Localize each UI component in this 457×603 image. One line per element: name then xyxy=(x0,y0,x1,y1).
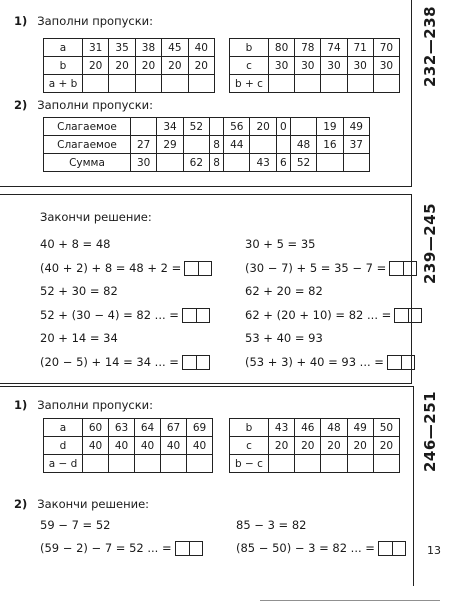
s2-left-line-5 xyxy=(40,355,210,370)
table-cell: 8 xyxy=(210,136,224,154)
table-row xyxy=(44,136,370,154)
table-cell: 46 xyxy=(295,419,321,437)
table-cell: 30 xyxy=(347,57,373,75)
table-cell[interactable] xyxy=(109,455,135,473)
table-cell: 64 xyxy=(135,419,161,437)
table-cell: 30 xyxy=(373,57,399,75)
frame-top-2 xyxy=(0,194,412,195)
s2-left-line-3 xyxy=(40,308,210,323)
table-cell: 20 xyxy=(109,57,135,75)
table-cell[interactable] xyxy=(187,455,213,473)
table-cell: 56 xyxy=(224,118,250,136)
equation-text: (30 − 7) + 5 = 35 − 7 = xyxy=(245,260,387,275)
s2-right-line-2 xyxy=(245,284,323,298)
s3-task2 xyxy=(14,497,149,511)
s3-task1-text: Заполни пропуски: xyxy=(37,398,154,412)
answer-box[interactable] xyxy=(394,308,422,323)
table-row xyxy=(230,39,400,57)
s1-task2 xyxy=(14,98,153,112)
s2-left-line-2 xyxy=(40,284,118,298)
answer-box[interactable] xyxy=(182,355,210,370)
table-cell: 62 xyxy=(183,154,209,172)
frame-bottom-2 xyxy=(0,383,412,384)
table-cell: 19 xyxy=(317,118,343,136)
table-cell[interactable] xyxy=(162,75,188,93)
equation-text: (85 − 50) − 3 = 82 ... = xyxy=(236,541,375,555)
s1-task1-num: 1) xyxy=(14,14,28,28)
equation-text: (53 + 3) + 40 = 93 ... = xyxy=(245,354,384,369)
table-cell: 0 xyxy=(276,118,290,136)
frame-right-1 xyxy=(411,0,412,187)
table-row xyxy=(44,437,213,455)
frame-top-3 xyxy=(0,386,414,387)
table-cell[interactable] xyxy=(347,75,373,93)
table-cell[interactable] xyxy=(321,455,347,473)
table-row xyxy=(44,118,370,136)
table-cell: 30 xyxy=(295,57,321,75)
table-cell[interactable] xyxy=(290,118,316,136)
s1-task1-text: Заполни пропуски: xyxy=(37,14,154,28)
s1-table-a xyxy=(43,38,215,93)
table-cell: 30 xyxy=(269,57,295,75)
s2-left-line-4 xyxy=(40,331,118,345)
row-header-cell: b xyxy=(230,419,269,437)
s3-table-a xyxy=(43,418,213,473)
s3-left-line-0 xyxy=(40,518,110,532)
row-header-cell: b xyxy=(44,57,83,75)
table-cell: 48 xyxy=(290,136,316,154)
table-cell[interactable] xyxy=(83,75,109,93)
s2-right-line-4 xyxy=(245,331,323,345)
table-row xyxy=(44,154,370,172)
table-cell: 74 xyxy=(321,39,347,57)
equation-text: 85 − 3 = 82 xyxy=(236,518,307,532)
table-cell[interactable] xyxy=(109,75,135,93)
table-cell: 80 xyxy=(269,39,295,57)
equation-text: (59 − 2) − 7 = 52 ... = xyxy=(40,541,172,555)
row-header-cell: a + b xyxy=(44,75,83,93)
side-label-1: 232—238 xyxy=(421,5,439,87)
table-cell: 49 xyxy=(347,419,373,437)
s2-left-line-1 xyxy=(40,261,212,276)
table-cell: 40 xyxy=(188,39,214,57)
table-cell: 40 xyxy=(83,437,109,455)
row-header-cell: a xyxy=(44,39,83,57)
table-cell: 60 xyxy=(83,419,109,437)
row-header-cell: d xyxy=(44,437,83,455)
s2-title: Закончи решение: xyxy=(40,210,152,224)
table-cell: 20 xyxy=(162,57,188,75)
row-header-cell: c xyxy=(230,57,269,75)
row-header-cell: b xyxy=(230,39,269,57)
table-cell: 67 xyxy=(161,419,187,437)
table-cell: 52 xyxy=(290,154,316,172)
table-cell: 78 xyxy=(295,39,321,57)
table-cell: 69 xyxy=(187,419,213,437)
s3-task2-text: Закончи решение: xyxy=(37,497,150,511)
s2-right-line-0 xyxy=(245,237,315,251)
row-header-cell: Слагаемое xyxy=(44,136,131,154)
table-cell: 20 xyxy=(347,437,373,455)
table-cell: 44 xyxy=(224,136,250,154)
table-cell: 37 xyxy=(343,136,369,154)
table-cell[interactable] xyxy=(183,136,209,154)
table-cell: 43 xyxy=(250,154,276,172)
table-cell[interactable] xyxy=(373,75,399,93)
equation-text: 53 + 40 = 93 xyxy=(245,331,323,345)
table-cell: 20 xyxy=(269,437,295,455)
table-cell[interactable] xyxy=(131,118,157,136)
equation-text: 52 + (30 − 4) = 82 ... = xyxy=(40,307,179,322)
answer-box[interactable] xyxy=(389,261,417,276)
table-cell: 20 xyxy=(135,57,161,75)
table-cell[interactable] xyxy=(343,154,369,172)
table-cell[interactable] xyxy=(347,455,373,473)
row-header-cell: b + c xyxy=(230,75,269,93)
table-cell[interactable] xyxy=(295,455,321,473)
table-cell: 71 xyxy=(347,39,373,57)
table-cell[interactable] xyxy=(224,154,250,172)
row-header-cell: a − d xyxy=(44,455,83,473)
equation-text: 20 + 14 = 34 xyxy=(40,331,118,345)
table-cell: 20 xyxy=(188,57,214,75)
table-row xyxy=(44,57,215,75)
table-cell: 45 xyxy=(162,39,188,57)
equation-text: 59 − 7 = 52 xyxy=(40,518,111,532)
table-cell: 48 xyxy=(321,419,347,437)
table-row xyxy=(230,455,400,473)
equation-text: 40 + 8 = 48 xyxy=(40,237,111,251)
s2-right-line-3 xyxy=(245,308,422,323)
row-header-cell: b − c xyxy=(230,455,269,473)
s2-right-line-1 xyxy=(245,261,417,276)
page-number: 13 xyxy=(427,544,441,557)
table-cell[interactable] xyxy=(188,75,214,93)
s1-task2-num: 2) xyxy=(14,98,28,112)
table-cell: 30 xyxy=(321,57,347,75)
equation-text: 30 + 5 = 35 xyxy=(245,237,316,251)
s2-left-line-0 xyxy=(40,237,110,251)
table-row xyxy=(230,419,400,437)
table-cell[interactable] xyxy=(373,455,399,473)
table-cell[interactable] xyxy=(317,154,343,172)
table-cell[interactable] xyxy=(83,455,109,473)
table-cell: 43 xyxy=(269,419,295,437)
table-cell: 6 xyxy=(276,154,290,172)
s2-right-line-5 xyxy=(245,355,415,370)
equation-text: 62 + 20 = 82 xyxy=(245,284,323,298)
table-cell[interactable] xyxy=(210,118,224,136)
table-cell: 29 xyxy=(157,136,183,154)
table-row xyxy=(230,75,400,93)
answer-box[interactable] xyxy=(184,261,212,276)
table-cell[interactable] xyxy=(269,75,295,93)
s1-task2-text: Заполни пропуски: xyxy=(37,98,154,112)
table-cell: 20 xyxy=(373,437,399,455)
table-row xyxy=(44,455,213,473)
table-cell: 70 xyxy=(373,39,399,57)
table-cell: 40 xyxy=(135,437,161,455)
frame-bottom-3 xyxy=(260,600,440,601)
table-row xyxy=(230,437,400,455)
equation-text: 52 + 30 = 82 xyxy=(40,284,118,298)
table-row xyxy=(44,419,213,437)
table-cell: 50 xyxy=(373,419,399,437)
s3-task1 xyxy=(14,398,153,412)
table-cell: 52 xyxy=(183,118,209,136)
answer-box[interactable] xyxy=(387,355,415,370)
side-label-3: 246—251 xyxy=(421,390,439,472)
table-row xyxy=(44,75,215,93)
frame-top-1 xyxy=(0,186,412,187)
s3-task1-num: 1) xyxy=(14,398,28,412)
equation-text: (20 − 5) + 14 = 34 ... = xyxy=(40,354,179,369)
table-cell[interactable] xyxy=(161,455,187,473)
row-header-cell: Сумма xyxy=(44,154,131,172)
equation-text: (40 + 2) + 8 = 48 + 2 = xyxy=(40,260,182,275)
answer-box[interactable] xyxy=(182,308,210,323)
table-cell[interactable] xyxy=(135,455,161,473)
row-header-cell: a xyxy=(44,419,83,437)
equation-text: 62 + (20 + 10) = 82 ... = xyxy=(245,307,392,322)
table-row xyxy=(230,57,400,75)
s3-table-b xyxy=(229,418,400,473)
table-cell[interactable] xyxy=(135,75,161,93)
table-cell[interactable] xyxy=(295,75,321,93)
table-cell: 27 xyxy=(131,136,157,154)
table-cell: 35 xyxy=(109,39,135,57)
table-cell: 8 xyxy=(210,154,224,172)
table-cell: 20 xyxy=(83,57,109,75)
table-cell: 20 xyxy=(321,437,347,455)
row-header-cell: c xyxy=(230,437,269,455)
answer-box[interactable] xyxy=(378,541,406,556)
table-cell: 20 xyxy=(295,437,321,455)
table-cell: 16 xyxy=(317,136,343,154)
frame-right-3 xyxy=(413,386,414,586)
table-cell[interactable] xyxy=(321,75,347,93)
s3-right-line-1 xyxy=(236,541,406,556)
table-cell: 31 xyxy=(83,39,109,57)
table-row xyxy=(44,39,215,57)
table-cell: 20 xyxy=(250,118,276,136)
table-cell[interactable] xyxy=(250,136,276,154)
s1-table-c xyxy=(43,117,370,172)
table-cell: 49 xyxy=(343,118,369,136)
side-label-2: 239—245 xyxy=(421,202,439,284)
s1-table-b xyxy=(229,38,400,93)
table-cell: 40 xyxy=(187,437,213,455)
table-cell: 40 xyxy=(161,437,187,455)
s1-task1 xyxy=(14,14,153,28)
s3-left-line-1 xyxy=(40,541,203,556)
answer-box[interactable] xyxy=(175,541,203,556)
table-cell: 30 xyxy=(131,154,157,172)
table-cell: 38 xyxy=(135,39,161,57)
table-cell[interactable] xyxy=(157,154,183,172)
table-cell: 34 xyxy=(157,118,183,136)
row-header-cell: Слагаемое xyxy=(44,118,131,136)
s3-task2-num: 2) xyxy=(14,497,28,511)
table-cell: 40 xyxy=(109,437,135,455)
table-cell: 63 xyxy=(109,419,135,437)
table-cell[interactable] xyxy=(276,136,290,154)
s3-right-line-0 xyxy=(236,518,306,532)
table-cell[interactable] xyxy=(269,455,295,473)
